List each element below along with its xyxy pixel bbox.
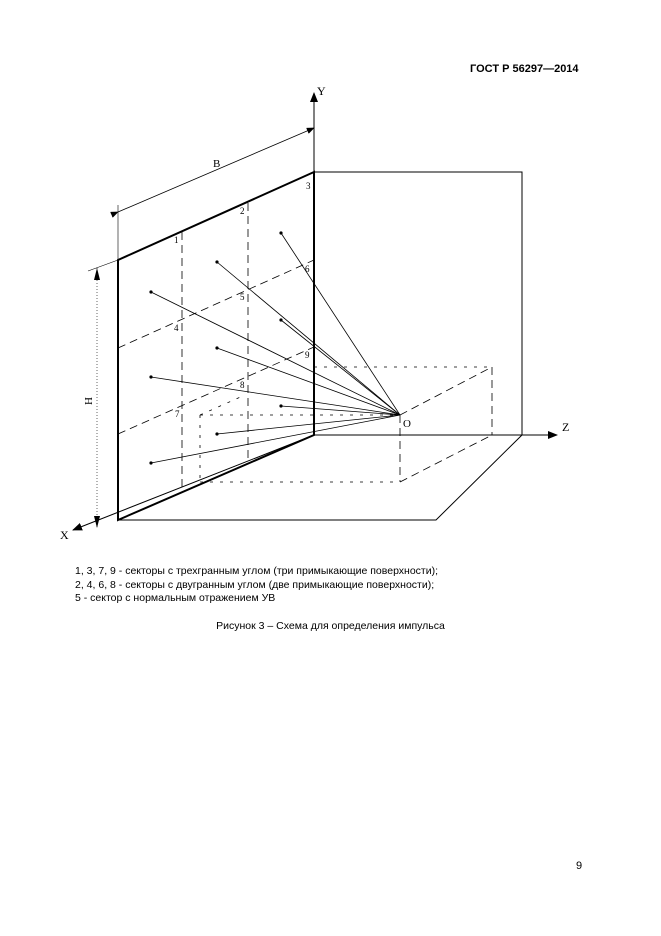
point-8 (215, 432, 218, 435)
legend-item-dihedral: 2, 4, 6, 8 - секторы с двугранным углом (две примыкающие поверхности); (75, 578, 435, 591)
dimension-b-line (118, 128, 314, 212)
axis-label-x: X (60, 528, 69, 542)
axis-label-y: Y (317, 84, 326, 98)
sector-label-1: 1 (174, 235, 179, 245)
point-4 (149, 375, 152, 378)
figure-legend (75, 565, 438, 606)
axis-label-z: Z (562, 420, 570, 434)
legend-item-normal: 5 - сектор с нормальным отражением УВ (75, 592, 276, 604)
horizontal-divider-lower (118, 347, 314, 434)
sector-label-2: 2 (240, 206, 245, 216)
impulse-rays (151, 233, 400, 463)
inner-floor-line (400, 435, 492, 482)
point-3 (279, 231, 282, 234)
sector-label-4: 4 (174, 323, 179, 333)
page-number: 9 (576, 860, 583, 872)
origin-label: O (403, 418, 411, 430)
back-wall (314, 172, 522, 435)
ray-4 (151, 377, 400, 415)
ray-8 (217, 415, 400, 434)
guide-box-top (200, 395, 245, 415)
x-axis (73, 435, 314, 530)
sector-label-9: 9 (305, 350, 310, 360)
dimension-h-arrow-bottom (94, 516, 100, 528)
sector-label-5: 5 (240, 292, 245, 302)
dimension-b-label: B (213, 158, 221, 170)
figure-caption: Рисунок 3 – Схема для определения импульса (216, 620, 445, 632)
horizontal-divider-upper (118, 260, 314, 348)
floor-outline (118, 435, 522, 520)
dimension-h-arrow-top (94, 268, 100, 280)
point-6 (279, 318, 282, 321)
sector-label-3: 3 (306, 181, 311, 191)
ray-6 (281, 320, 400, 415)
ray-7 (151, 415, 400, 463)
legend-item-trihedral: 1, 3, 7, 9 - секторы с трехгранным углом (три примыкающие поверхности); (75, 565, 439, 577)
ray-9 (281, 406, 400, 415)
sector-dividers (118, 203, 492, 492)
point-7 (149, 461, 152, 464)
inner-back-divider (400, 367, 492, 415)
point-5 (215, 346, 218, 349)
document-standard-id: ГОСТ Р 56297—2014 (470, 63, 579, 75)
dimension-h-label: H (83, 397, 95, 405)
sector-label-7: 7 (175, 409, 180, 419)
front-wall (118, 172, 314, 520)
point-1 (149, 290, 152, 293)
point-9 (279, 404, 282, 407)
sector-label-8: 8 (240, 380, 245, 390)
ray-3 (281, 233, 400, 415)
point-2 (215, 260, 218, 263)
dimension-h-extline-top (88, 260, 118, 271)
sector-label-6: 6 (305, 264, 310, 274)
